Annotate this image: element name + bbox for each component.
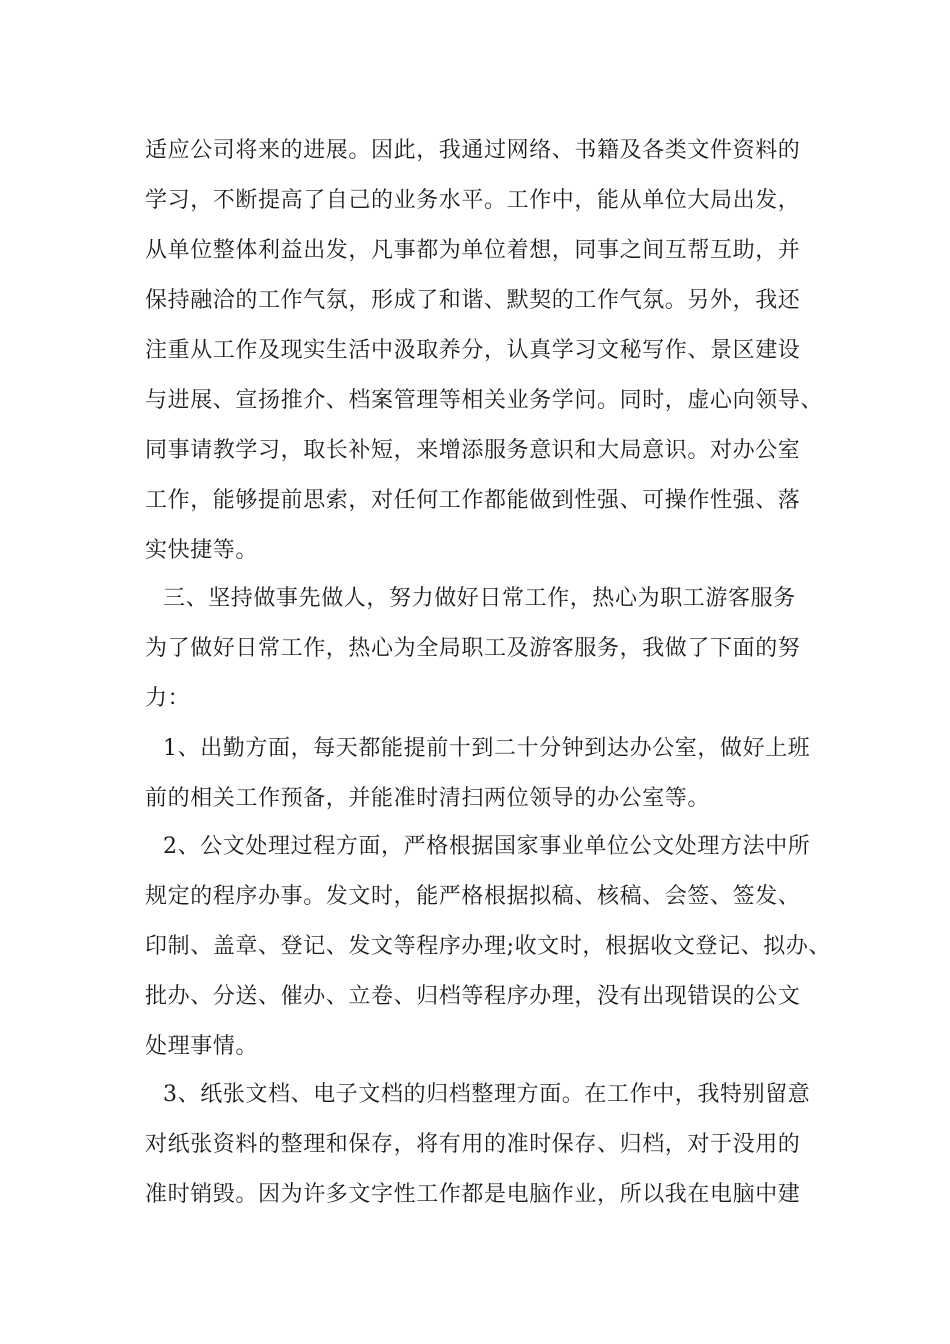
text-line: 为了做好日常工作，热心为全局职工及游客服务，我做了下面的努 bbox=[145, 636, 801, 661]
text-line: 保持融洽的工作气氛，形成了和谐、默契的工作气氛。另外，我还 bbox=[145, 288, 801, 313]
text-line: 同事请教学习，取长补短，来增添服务意识和大局意识。对办公室 bbox=[145, 438, 801, 463]
text-line: 与进展、宣扬推介、档案管理等相关业务学问。同时，虚心向领导、 bbox=[145, 388, 824, 413]
text-line: 印制、盖章、登记、发文等程序办理;收文时，根据收文登记、拟办、 bbox=[145, 934, 832, 959]
text-line: 注重从工作及现实生活中汲取养分，认真学习文秘写作、景区建设 bbox=[145, 338, 801, 363]
list-item-start: 2、公文处理过程方面，严格根据国家事业单位公文处理方法中所 bbox=[163, 834, 811, 859]
text-line: 对纸张资料的整理和保存，将有用的准时保存、归档，对于没用的 bbox=[145, 1132, 801, 1157]
section-heading: 三、坚持做事先做人，努力做好日常工作，热心为职工游客服务 bbox=[163, 586, 796, 611]
text-line: 准时销毁。因为许多文字性工作都是电脑作业，所以我在电脑中建 bbox=[145, 1182, 801, 1207]
text-line: 前的相关工作预备，并能准时清扫两位领导的办公室等。 bbox=[145, 786, 711, 811]
list-item-start: 1、出勤方面，每天都能提前十到二十分钟到达办公室，做好上班 bbox=[163, 736, 811, 761]
text-line: 批办、分送、催办、立卷、归档等程序办理，没有出现错误的公文 bbox=[145, 984, 801, 1009]
text-line: 从单位整体利益出发，凡事都为单位着想，同事之间互帮互助，并 bbox=[145, 238, 801, 263]
text-line: 实快捷等。 bbox=[145, 538, 259, 563]
text-line: 力： bbox=[145, 686, 191, 711]
text-line: 适应公司将来的进展。因此，我通过网络、书籍及各类文件资料的 bbox=[145, 138, 801, 163]
text-line: 规定的程序办事。发文时，能严格根据拟稿、核稿、会签、签发、 bbox=[145, 884, 801, 909]
list-item-start: 3、纸张文档、电子文档的归档整理方面。在工作中，我特别留意 bbox=[163, 1082, 811, 1107]
text-line: 工作，能够提前思索，对任何工作都能做到性强、可操作性强、落 bbox=[145, 488, 801, 513]
text-line: 学习，不断提高了自己的业务水平。工作中，能从单位大局出发， bbox=[145, 188, 801, 213]
text-line: 处理事情。 bbox=[145, 1034, 259, 1059]
